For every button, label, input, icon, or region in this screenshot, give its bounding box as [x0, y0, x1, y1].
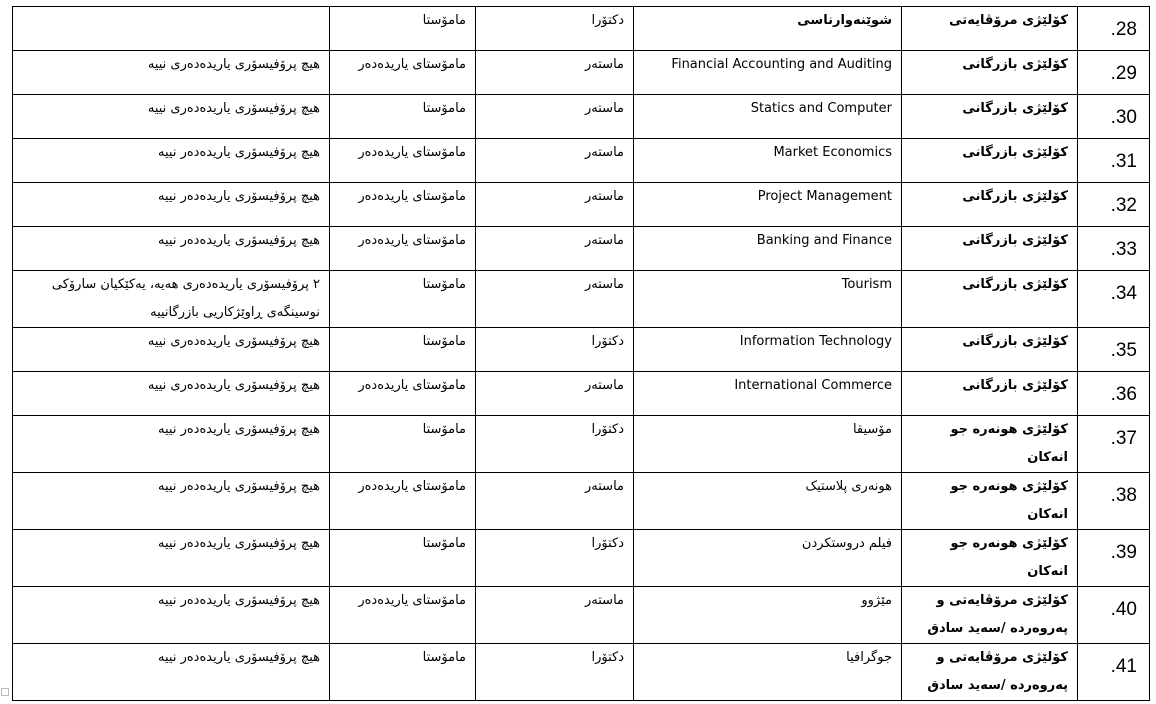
table-row — [13, 183, 1150, 227]
row-number: .41 — [1078, 644, 1150, 701]
table-row — [13, 51, 1150, 95]
college-cell: کۆلێژی مرۆڤایەتی — [902, 7, 1078, 51]
note-cell: هیچ پرۆفیسۆری یاریدەدەر نییە — [13, 416, 330, 473]
specialty-cell: Tourism — [634, 271, 902, 328]
degree-cell: ماستەر — [476, 139, 634, 183]
note-cell: هیچ پرۆفیسۆری یاریدەدەری نییە — [13, 372, 330, 416]
row-number: .33 — [1078, 227, 1150, 271]
college-cell: کۆلێژی بازرگانی — [902, 183, 1078, 227]
college-cell: کۆلێژی بازرگانی — [902, 227, 1078, 271]
college-cell: کۆلێژی بازرگانی — [902, 51, 1078, 95]
row-number: .32 — [1078, 183, 1150, 227]
table-row — [13, 7, 1150, 51]
college-cell: کۆلێژی هونەرە جو انەکان — [902, 473, 1078, 530]
note-cell: هیچ پرۆفیسۆری یاریدەدەر نییە — [13, 227, 330, 271]
degree-cell: ماستەر — [476, 95, 634, 139]
specialty-cell: فیلم دروستکردن — [634, 530, 902, 587]
title-cell: مامۆستای یاریدەدەر — [330, 227, 476, 271]
college-cell: کۆلێژی بازرگانی — [902, 328, 1078, 372]
degree-cell: ماستەر — [476, 227, 634, 271]
title-cell: مامۆستای یاریدەدەر — [330, 51, 476, 95]
table-row — [13, 328, 1150, 372]
staff-table — [12, 6, 1150, 701]
specialty-cell: Market Economics — [634, 139, 902, 183]
degree-cell: ماستەر — [476, 473, 634, 530]
specialty-cell: مێژوو — [634, 587, 902, 644]
table-row — [13, 271, 1150, 328]
title-cell: مامۆستای یاریدەدەر — [330, 372, 476, 416]
specialty-cell: Financial Accounting and Auditing — [634, 51, 902, 95]
note-cell: هیچ پرۆفیسۆری یاریدەدەر نییە — [13, 644, 330, 701]
note-cell — [13, 7, 330, 51]
row-number: .35 — [1078, 328, 1150, 372]
paragraph-end-marker — [1, 688, 9, 696]
note-cell: هیچ پرۆفیسۆری یاریدەدەر نییە — [13, 530, 330, 587]
note-cell: ٢ پرۆفیسۆری یاریدەدەری هەیە، یەکێکیان سارۆکی نوسینگەی ڕاوێژکاریی بازرگانییە — [13, 271, 330, 328]
specialty-cell: International Commerce — [634, 372, 902, 416]
row-number: .29 — [1078, 51, 1150, 95]
row-number: .40 — [1078, 587, 1150, 644]
title-cell: مامۆستا — [330, 7, 476, 51]
title-cell: مامۆستای یاریدەدەر — [330, 183, 476, 227]
specialty-cell: Project Management — [634, 183, 902, 227]
degree-cell: ماستەر — [476, 587, 634, 644]
specialty-cell: شوێنەوارناسی — [634, 7, 902, 51]
row-number: .37 — [1078, 416, 1150, 473]
college-cell: کۆلێژی بازرگانی — [902, 95, 1078, 139]
title-cell: مامۆستای یاریدەدەر — [330, 139, 476, 183]
table-row — [13, 416, 1150, 473]
table-row — [13, 473, 1150, 530]
row-number: .34 — [1078, 271, 1150, 328]
degree-cell: دکتۆرا — [476, 7, 634, 51]
degree-cell: ماستەر — [476, 51, 634, 95]
specialty-cell: مۆسیقا — [634, 416, 902, 473]
specialty-cell: Information Technology — [634, 328, 902, 372]
specialty-cell: جوگرافیا — [634, 644, 902, 701]
table-row — [13, 372, 1150, 416]
note-cell: هیچ پرۆفیسۆری یاریدەدەر نییە — [13, 139, 330, 183]
note-cell: هیچ پرۆفیسۆری یاریدەدەر نییە — [13, 473, 330, 530]
title-cell: مامۆستا — [330, 328, 476, 372]
title-cell: مامۆستا — [330, 530, 476, 587]
degree-cell: ماستەر — [476, 372, 634, 416]
specialty-cell: Banking and Finance — [634, 227, 902, 271]
degree-cell: دکتۆرا — [476, 644, 634, 701]
title-cell: مامۆستا — [330, 95, 476, 139]
degree-cell: ماستەر — [476, 271, 634, 328]
row-number: .31 — [1078, 139, 1150, 183]
degree-cell: دکتۆرا — [476, 416, 634, 473]
note-cell: هیچ پرۆفیسۆری یاریدەدەر نییە — [13, 587, 330, 644]
specialty-cell: هونەری پلاستیک — [634, 473, 902, 530]
note-cell: هیچ پرۆفیسۆری یاریدەدەری نییە — [13, 51, 330, 95]
college-cell: کۆلێژی مرۆڤایەتی و پەروەردە /سەید سادق — [902, 644, 1078, 701]
title-cell: مامۆستا — [330, 416, 476, 473]
note-cell: هیچ پرۆفیسۆری یاریدەدەری نییە — [13, 95, 330, 139]
note-cell: هیچ پرۆفیسۆری یاریدەدەری نییە — [13, 328, 330, 372]
note-cell: هیچ پرۆفیسۆری یاریدەدەر نییە — [13, 183, 330, 227]
college-cell: کۆلێژی بازرگانی — [902, 271, 1078, 328]
degree-cell: ماستەر — [476, 183, 634, 227]
title-cell: مامۆستای یاریدەدەر — [330, 587, 476, 644]
row-number: .39 — [1078, 530, 1150, 587]
title-cell: مامۆستای یاریدەدەر — [330, 473, 476, 530]
row-number: .36 — [1078, 372, 1150, 416]
table-row — [13, 587, 1150, 644]
degree-cell: دکتۆرا — [476, 328, 634, 372]
table-row — [13, 95, 1150, 139]
college-cell: کۆلێژی هونەرە جو انەکان — [902, 530, 1078, 587]
degree-cell: دکتۆرا — [476, 530, 634, 587]
college-cell: کۆلێژی هونەرە جو انەکان — [902, 416, 1078, 473]
row-number: .28 — [1078, 7, 1150, 51]
college-cell: کۆلێژی بازرگانی — [902, 372, 1078, 416]
table-row — [13, 227, 1150, 271]
specialty-cell: Statics and Computer — [634, 95, 902, 139]
college-cell: کۆلێژی مرۆڤایەتی و پەروەردە /سەید سادق — [902, 587, 1078, 644]
table-row — [13, 530, 1150, 587]
row-number: .30 — [1078, 95, 1150, 139]
title-cell: مامۆستا — [330, 644, 476, 701]
row-number: .38 — [1078, 473, 1150, 530]
table-row — [13, 644, 1150, 701]
college-cell: کۆلێژی بازرگانی — [902, 139, 1078, 183]
table-row — [13, 139, 1150, 183]
title-cell: مامۆستا — [330, 271, 476, 328]
